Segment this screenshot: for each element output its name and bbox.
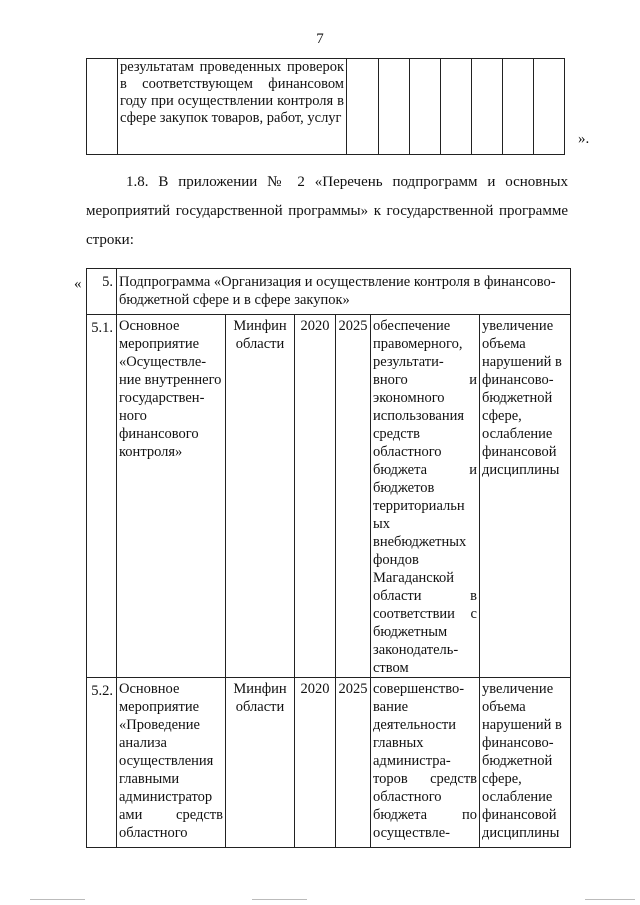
subprogram-title: Подпрограмма «Организация и осуществление контроля в финансово-бюджетной сфере и в сфере закупок» xyxy=(117,269,571,315)
activity-name: Основное мероприятие «Осуществле-ние внутреннего государствен-ного финансового контроля» xyxy=(117,315,226,678)
paragraph-line: строки: xyxy=(86,232,134,248)
table-cell xyxy=(472,59,503,155)
table-row xyxy=(87,315,571,678)
table-cell xyxy=(87,59,118,155)
page-number: 7 xyxy=(316,31,324,47)
activity-purpose: совершенство-вание деятельности главных администра-торов средств областного бюджета по осуществле- xyxy=(371,678,480,848)
continuation-text: результатам проведенных проверок в соответствующем финансовом году при осуществлении контроля в сфере закупок товаров, работ, услуг xyxy=(118,59,347,155)
paragraph-line: мероприятий государственной программы» к государственной программе xyxy=(86,203,568,219)
table-cell xyxy=(534,59,565,155)
start-year: 2020 xyxy=(295,678,336,848)
table-row xyxy=(87,59,565,155)
scan-edge-line xyxy=(30,899,85,900)
table-cell xyxy=(347,59,379,155)
table-cell xyxy=(379,59,410,155)
subprogram-table xyxy=(86,268,571,848)
start-year: 2020 xyxy=(295,315,336,678)
amendment-paragraph xyxy=(86,168,568,255)
table-cell xyxy=(503,59,534,155)
expected-consequence: увеличение объема нарушений в финансово-бюджетной сфере, ослабление финансовой дисциплины xyxy=(480,315,571,678)
closing-quote: ». xyxy=(578,131,590,147)
end-year: 2025 xyxy=(336,315,371,678)
executor: Минфин области xyxy=(226,315,295,678)
end-year: 2025 xyxy=(336,678,371,848)
continuation-table xyxy=(86,58,565,155)
opening-quote: « xyxy=(74,276,82,292)
table-row xyxy=(87,678,571,848)
table-cell xyxy=(410,59,441,155)
row-number: 5.1. xyxy=(87,315,117,678)
activity-purpose: обеспечение правомерного, результати-вного и экономного использования средств областного бюджета и бюджетов территориальн ых внебюджетных фондов Магаданской области в соответствии с бюджетным законодатель-ством xyxy=(371,315,480,678)
row-number: 5.2. xyxy=(87,678,117,848)
scan-edge-line xyxy=(252,899,307,900)
executor: Минфин области xyxy=(226,678,295,848)
table-row xyxy=(87,269,571,315)
table-cell xyxy=(441,59,472,155)
paragraph-line: 1.8. В приложении № 2 «Перечень подпрограмм и основных xyxy=(126,174,568,190)
expected-consequence: увеличение объема нарушений в финансово-бюджетной сфере, ослабление финансовой дисциплины xyxy=(480,678,571,848)
subprogram-number: 5. xyxy=(87,269,117,315)
activity-name: Основное мероприятие «Проведение анализа осуществления главными администратор ами средств областного xyxy=(117,678,226,848)
scan-edge-line xyxy=(585,899,635,900)
